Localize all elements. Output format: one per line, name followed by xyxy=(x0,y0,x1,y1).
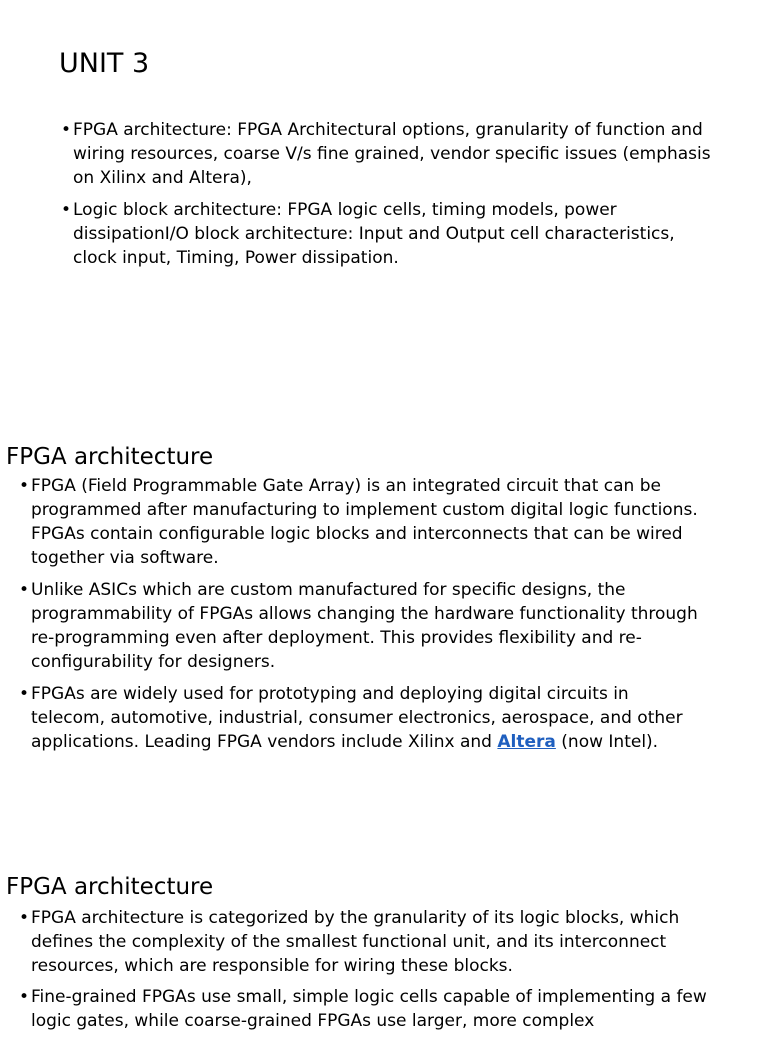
bullet-text: Logic block architecture: FPGA logic cells, timing models, power dissipationI/O block architecture: Input and Output cell characteristics, clock input, Timing, Power dissipation. xyxy=(73,200,675,268)
bullet-text: FPGA architecture: FPGA Architectural options, granularity of function and wiring resources, coarse V/s fine grained, vendor specific issues (emphasis on Xilinx and Altera), xyxy=(73,120,711,188)
bullet-icon: • xyxy=(61,200,72,220)
bullet-text: FPGA architecture is categorized by the granularity of its logic blocks, which defines the complexity of the smallest functional unit, and its interconnect resources, which are responsible for wiring these blocks. xyxy=(31,908,680,976)
bullet-icon: • xyxy=(19,684,30,704)
list-item xyxy=(17,985,707,1033)
slide-title: UNIT 3 xyxy=(59,48,150,79)
bullet-list xyxy=(59,118,719,278)
list-item xyxy=(17,906,707,978)
list-item xyxy=(59,118,719,190)
bullet-icon: • xyxy=(19,987,30,1007)
bullet-text: FPGA (Field Programmable Gate Array) is an integrated circuit that can be programmed after manufacturing to implement custom digital logic functions. FPGAs contain configurable logic blocks and interconnects that can be wired together via software. xyxy=(31,476,698,568)
slide-title: FPGA architecture xyxy=(6,444,214,470)
bullet-list xyxy=(17,906,707,1040)
slide-title: FPGA architecture xyxy=(6,874,214,900)
slide-fpga-architecture-2 xyxy=(0,860,768,1031)
bullet-icon: • xyxy=(19,580,30,600)
bullet-text-after-link: (now Intel). xyxy=(555,732,659,752)
slide-unit-3 xyxy=(0,0,768,300)
list-item xyxy=(17,682,707,754)
list-item xyxy=(59,198,719,270)
bullet-icon: • xyxy=(19,908,30,928)
bullet-text: Fine-grained FPGAs use small, simple logic cells capable of implementing a few logic gates, while coarse-grained FPGAs use larger, more complex xyxy=(31,987,707,1031)
bullet-text-before-link: FPGAs are widely used for prototyping and deploying digital circuits in telecom, automotive, industrial, consumer electronics, aerospace, and other applications. Leading FPGA vendors include Xilinx and xyxy=(31,684,683,752)
bullet-icon: • xyxy=(19,476,30,496)
bullet-list xyxy=(17,474,707,762)
list-item xyxy=(17,578,707,674)
bullet-text: Unlike ASICs which are custom manufactured for specific designs, the programmability of FPGAs allows changing the hardware functionality through re-programming even after deployment. This provides flexibility and re-configurability for designers. xyxy=(31,580,698,672)
list-item xyxy=(17,474,707,570)
slide-fpga-architecture-1 xyxy=(0,420,768,800)
bullet-text xyxy=(31,684,683,752)
bullet-icon: • xyxy=(61,120,72,140)
altera-link[interactable]: Altera xyxy=(497,732,556,752)
